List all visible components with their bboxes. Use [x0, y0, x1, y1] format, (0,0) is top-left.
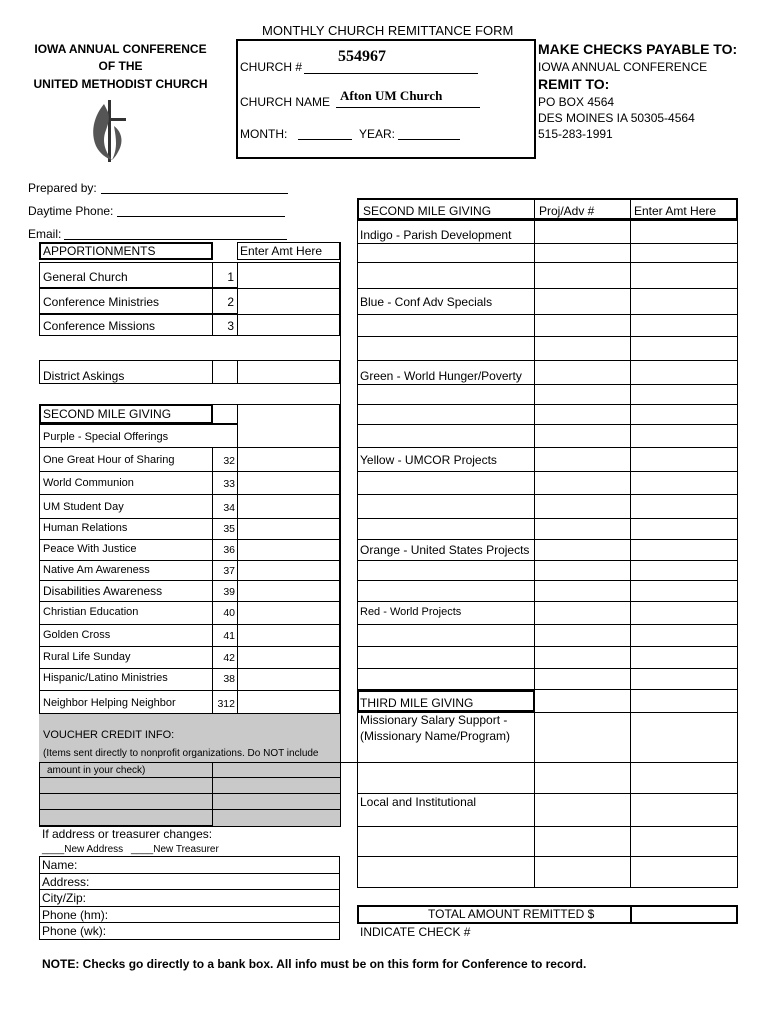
remit-phone: 515-283-1991 [538, 127, 613, 141]
special-offering-code: 33 [223, 478, 235, 490]
new-treasurer-checkbox[interactable]: ____New Treasurer [131, 844, 219, 855]
special-offering-label: UM Student Day [43, 501, 124, 513]
church-name-line [336, 107, 480, 108]
missionary-line-2: (Missionary Name/Program) [360, 729, 511, 743]
local-institutional-label: Local and Institutional [360, 795, 477, 809]
special-offering-code: 42 [223, 652, 235, 664]
category-indigo: Indigo - Parish Development [360, 228, 512, 242]
special-offering-code: 39 [223, 586, 235, 598]
right-enter-amt-header: Enter Amt Here [634, 204, 717, 218]
left-enter-amt-header: Enter Amt Here [240, 244, 323, 258]
checks-payable-label: MAKE CHECKS PAYABLE TO: [538, 41, 738, 57]
category-green: Green - World Hunger/Poverty [360, 369, 522, 383]
apportionment-amount-column[interactable] [237, 262, 340, 336]
missionary-line-1: Missionary Salary Support - [360, 713, 508, 727]
special-offering-code: 312 [217, 698, 235, 710]
address-change-label: If address or treasurer changes: [42, 827, 213, 841]
special-offering-label: Christian Education [43, 606, 139, 618]
new-address-checkbox[interactable]: ____New Address [42, 844, 124, 855]
month-label: MONTH: [240, 127, 288, 141]
conference-line-2: OF THE [98, 59, 143, 73]
email-label: Email: [28, 227, 62, 241]
apportionment-label: Conference Ministries [43, 295, 160, 309]
indicate-check-label: INDICATE CHECK # [360, 925, 471, 939]
form-title: MONTHLY CHURCH REMITTANCE FORM [262, 23, 514, 38]
church-number-value[interactable]: 554967 [338, 48, 386, 65]
remit-to-label: REMIT TO: [538, 76, 610, 92]
special-offering-label: Neighbor Helping Neighbor [43, 697, 176, 709]
special-offering-label: World Communion [43, 477, 134, 489]
proj-adv-header: Proj/Adv # [539, 204, 595, 218]
total-remitted-label: TOTAL AMOUNT REMITTED $ [428, 907, 595, 921]
prepared-by-field[interactable] [101, 193, 288, 194]
special-offering-code: 38 [223, 673, 235, 685]
right-second-mile-header: SECOND MILE GIVING [363, 204, 492, 218]
third-mile-header: THIRD MILE GIVING [360, 696, 474, 710]
special-offering-code: 35 [223, 523, 235, 535]
special-offering-code: 34 [223, 502, 235, 514]
voucher-note-2: amount in your check) [47, 765, 146, 776]
prepared-by-label: Prepared by: [28, 181, 97, 195]
category-yellow: Yellow - UMCOR Projects [360, 453, 497, 467]
left-second-mile-header: SECOND MILE GIVING [43, 407, 172, 421]
address-field-name[interactable]: Name: [42, 858, 78, 872]
cross-and-flame-icon [88, 96, 136, 168]
remit-address-1: PO BOX 4564 [538, 95, 615, 109]
special-offering-label: Hispanic/Latino Ministries [43, 672, 168, 684]
voucher-note-1: (Items sent directly to nonprofit organizations. Do NOT include [43, 748, 319, 759]
email-field[interactable] [64, 239, 287, 240]
district-askings-label: District Askings [43, 369, 125, 383]
special-offering-code: 41 [223, 630, 235, 642]
category-orange: Orange - United States Projects [360, 543, 530, 557]
special-offering-code: 40 [223, 607, 235, 619]
special-offering-label: Disabilities Awareness [43, 584, 163, 598]
address-field-phone-wk[interactable]: Phone (wk): [42, 924, 107, 938]
daytime-phone-label: Daytime Phone: [28, 204, 114, 218]
year-field[interactable] [398, 139, 460, 140]
bank-box-note: NOTE: Checks go directly to a bank box. All info must be on this form for Conference to record. [42, 957, 587, 971]
purple-header: Purple - Special Offerings [43, 431, 169, 443]
apportionment-label: General Church [43, 270, 128, 284]
church-name-label: CHURCH NAME [240, 95, 330, 109]
special-offering-code: 32 [223, 455, 235, 467]
apportionment-label: Conference Missions [43, 319, 156, 333]
category-red: Red - World Projects [360, 606, 462, 618]
address-field-city-zip[interactable]: City/Zip: [42, 891, 87, 905]
conference-line-3: UNITED METHODIST CHURCH [33, 77, 208, 91]
apportionments-header: APPORTIONMENTS [43, 244, 156, 258]
address-field-address[interactable]: Address: [42, 875, 90, 889]
checks-payable-value: IOWA ANNUAL CONFERENCE [538, 60, 708, 74]
special-offering-code: 37 [223, 565, 235, 577]
special-offering-label: Human Relations [43, 522, 128, 534]
special-offering-label: Native Am Awareness [43, 564, 150, 576]
left-table-right-border [340, 242, 341, 827]
special-offering-label: Peace With Justice [43, 543, 137, 555]
apportionment-code: 2 [227, 295, 234, 309]
year-label: YEAR: [359, 127, 396, 141]
address-field-phone-hm[interactable]: Phone (hm): [42, 908, 109, 922]
special-offering-label: One Great Hour of Sharing [43, 454, 175, 466]
church-number-line [304, 73, 478, 74]
special-offering-label: Golden Cross [43, 629, 111, 641]
church-name-value[interactable]: Afton UM Church [340, 88, 443, 103]
district-askings-amount[interactable] [237, 360, 340, 384]
voucher-entry-rows[interactable] [39, 777, 213, 826]
total-remitted-field[interactable] [632, 906, 736, 923]
remit-address-2: DES MOINES IA 50305-4564 [538, 111, 695, 125]
apportionment-code: 3 [227, 319, 234, 333]
daytime-phone-field[interactable] [117, 216, 285, 217]
month-field[interactable] [298, 139, 352, 140]
church-number-label: CHURCH # [240, 60, 303, 74]
apportionment-code: 1 [227, 270, 234, 284]
special-offering-label: Rural Life Sunday [43, 651, 131, 663]
category-blue: Blue - Conf Adv Specials [360, 295, 493, 309]
special-offering-code: 36 [223, 544, 235, 556]
voucher-label: VOUCHER CREDIT INFO: [43, 729, 175, 741]
conference-line-1: IOWA ANNUAL CONFERENCE [34, 42, 207, 56]
